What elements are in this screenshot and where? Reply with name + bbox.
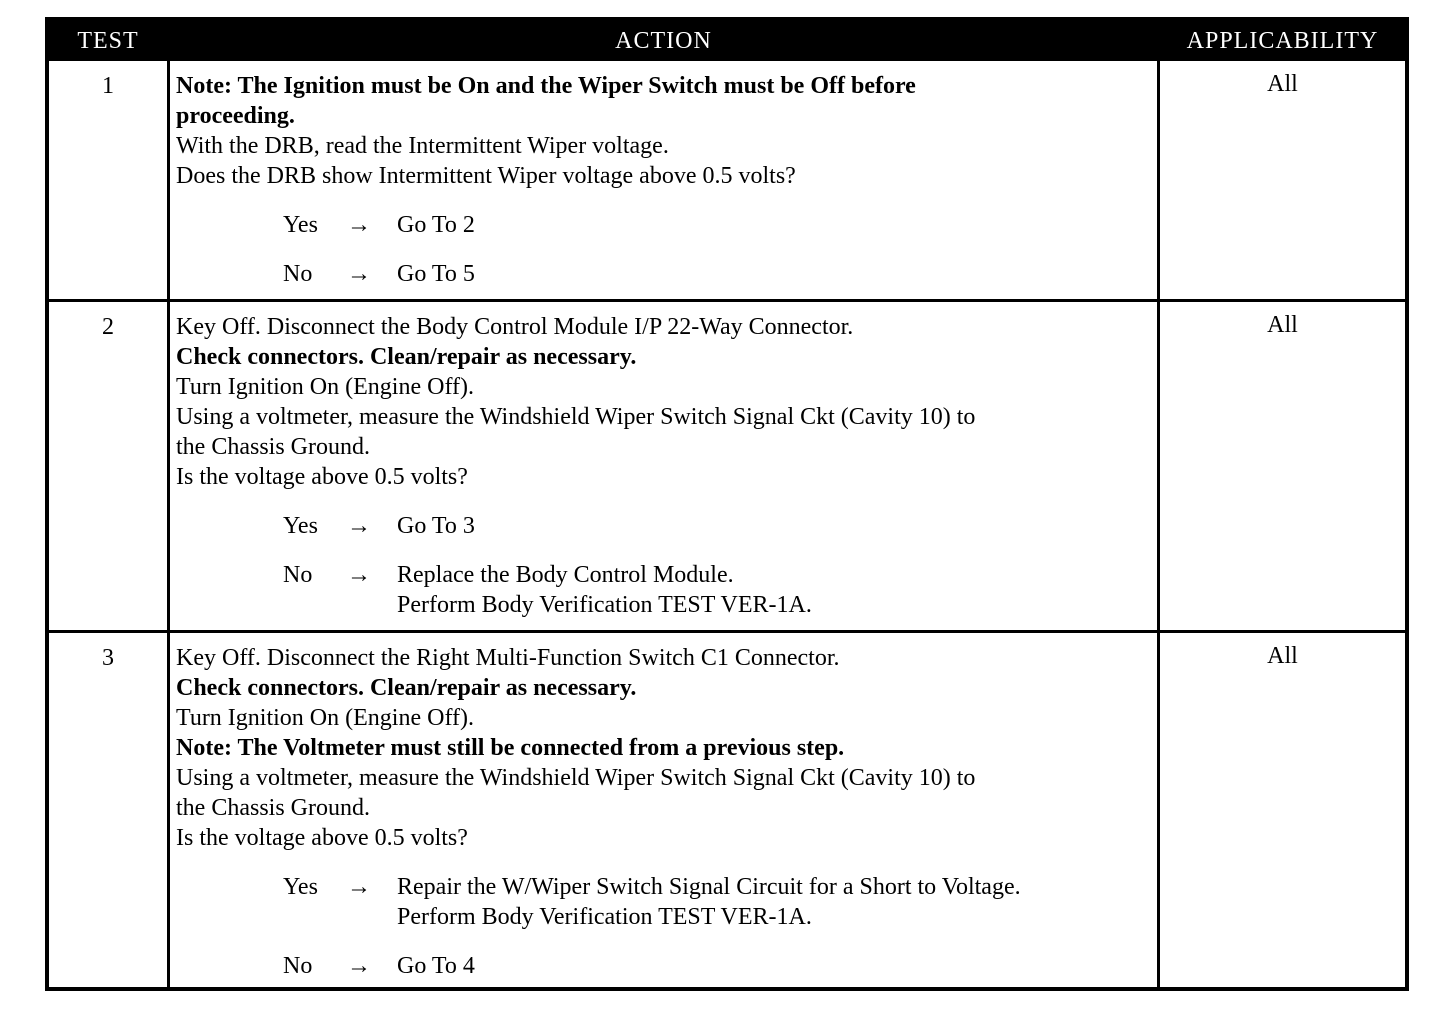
arrow-icon: → bbox=[347, 874, 371, 900]
result-line: Repair the W/Wiper Switch Signal Circuit for a Short to Voltage. bbox=[397, 874, 1021, 900]
answer-label: Yes bbox=[283, 513, 318, 539]
action-line: With the DRB, read the Intermittent Wiper voltage. bbox=[176, 133, 669, 159]
applicability-cell: All bbox=[1267, 643, 1298, 669]
action-cell bbox=[176, 71, 1156, 308]
action-line: proceeding. bbox=[176, 103, 295, 129]
arrow-icon: → bbox=[347, 513, 371, 539]
action-cell bbox=[176, 312, 1156, 639]
action-line: Turn Ignition On (Engine Off). bbox=[176, 705, 474, 731]
option-yes bbox=[176, 210, 1156, 240]
option-yes bbox=[176, 511, 1156, 541]
table-row bbox=[49, 61, 1405, 299]
action-line: Using a voltmeter, measure the Windshield Wiper Switch Signal Ckt (Cavity 10) to bbox=[176, 404, 976, 430]
action-line: Is the voltage above 0.5 volts? bbox=[176, 825, 468, 851]
option-no bbox=[176, 951, 1156, 981]
option-no bbox=[176, 259, 1156, 289]
action-line: Turn Ignition On (Engine Off). bbox=[176, 374, 474, 400]
option-no bbox=[176, 560, 1156, 620]
result-text bbox=[397, 872, 1021, 932]
header-test: TEST bbox=[77, 28, 139, 54]
arrow-icon: → bbox=[347, 212, 371, 238]
result-text: Go To 4 bbox=[397, 953, 475, 979]
table-header bbox=[49, 21, 1405, 61]
action-line: Note: The Ignition must be On and the Wiper Switch must be Off before bbox=[176, 73, 916, 99]
option-yes bbox=[176, 872, 1156, 932]
action-line: Is the voltage above 0.5 volts? bbox=[176, 464, 468, 490]
arrow-icon: → bbox=[347, 261, 371, 287]
header-applicability: APPLICABILITY bbox=[1186, 28, 1379, 54]
applicability-cell: All bbox=[1267, 312, 1298, 338]
answer-label: No bbox=[283, 562, 313, 588]
action-line: the Chassis Ground. bbox=[176, 795, 370, 821]
result-line: Perform Body Verification TEST VER-1A. bbox=[397, 904, 812, 930]
result-text: Go To 3 bbox=[397, 513, 475, 539]
action-line: Key Off. Disconnect the Body Control Module I/P 22-Way Connector. bbox=[176, 314, 854, 340]
action-cell bbox=[176, 643, 1156, 1000]
action-line: Key Off. Disconnect the Right Multi-Function Switch C1 Connector. bbox=[176, 645, 840, 671]
result-line: Replace the Body Control Module. bbox=[397, 562, 734, 588]
result-line: Perform Body Verification TEST VER-1A. bbox=[397, 592, 812, 618]
action-line: Check connectors. Clean/repair as necessary. bbox=[176, 344, 637, 370]
test-number: 2 bbox=[102, 314, 114, 340]
arrow-icon: → bbox=[347, 562, 371, 588]
action-line: Using a voltmeter, measure the Windshield Wiper Switch Signal Ckt (Cavity 10) to bbox=[176, 765, 976, 791]
result-text: Go To 2 bbox=[397, 212, 475, 238]
action-line: the Chassis Ground. bbox=[176, 434, 370, 460]
answer-label: No bbox=[283, 953, 313, 979]
applicability-cell: All bbox=[1267, 71, 1298, 97]
answer-label: No bbox=[283, 261, 313, 287]
test-number: 1 bbox=[102, 73, 114, 99]
action-line: Does the DRB show Intermittent Wiper voltage above 0.5 volts? bbox=[176, 163, 796, 189]
result-text: Go To 5 bbox=[397, 261, 475, 287]
table-row bbox=[49, 633, 1405, 991]
action-line: Note: The Voltmeter must still be connected from a previous step. bbox=[176, 735, 845, 761]
arrow-icon: → bbox=[347, 953, 371, 979]
action-line: Check connectors. Clean/repair as necessary. bbox=[176, 675, 637, 701]
test-number: 3 bbox=[102, 645, 114, 671]
answer-label: Yes bbox=[283, 212, 318, 238]
result-text bbox=[397, 560, 812, 620]
table-row bbox=[49, 302, 1405, 630]
diagnostic-table bbox=[45, 17, 1409, 991]
answer-label: Yes bbox=[283, 874, 318, 900]
header-action: ACTION bbox=[615, 28, 712, 54]
